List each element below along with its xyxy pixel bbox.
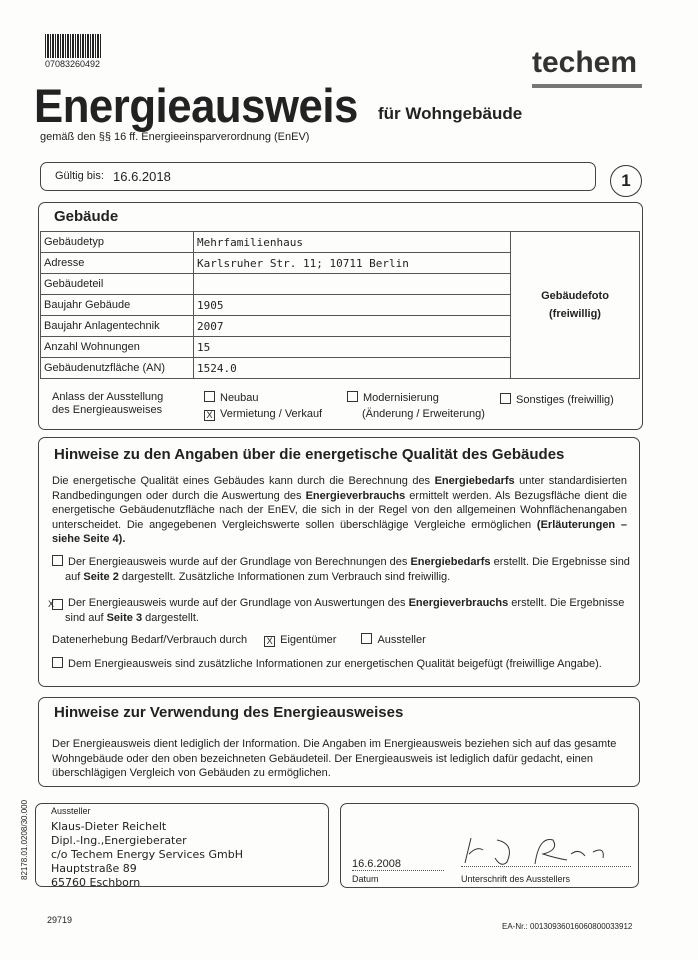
- valid-date: 16.6.2018: [113, 169, 171, 184]
- row-value: 15: [194, 337, 511, 358]
- reason-label: Anlass der Ausstellung des Energieausweises: [52, 391, 164, 416]
- checkbox[interactable]: [52, 657, 63, 668]
- checkbox-checked[interactable]: X: [264, 636, 275, 647]
- option-label: Modernisierung: [363, 392, 439, 404]
- row-value: 2007: [194, 316, 511, 337]
- checkbox-checked[interactable]: X: [204, 410, 215, 421]
- data-collection-label: Datenerhebung Bedarf/Verbrauch durch: [52, 634, 248, 646]
- barcode: [45, 34, 101, 58]
- notes-paragraph: Die energetische Qualität eines Gebäudes kann durch die Berechnung des Energiebedarfs unter standardisierten Randbedingungen oder durch die Auswertung des Energieverbrauchs ermittelt werden. Als Bezugsfläche dient die energetische Gebäudenutzfläche nach der EnEV, die sich in der Regel von den allgemeinen Wohnflächenangaben unterscheidet. Die angegebenen Vergleichswerte sollen überschlägige Vergleiche ermöglichen (Erläuterungen – siehe Seite 4).: [52, 475, 627, 545]
- side-code: 82178.01.0208/30.000: [20, 799, 29, 880]
- issuer-label: Aussteller: [51, 806, 91, 816]
- subtitle: gemäß den §§ 16 ff. Energieeinsparverordnung (EnEV): [40, 131, 310, 143]
- photo-label: Gebäudefoto: [541, 290, 609, 302]
- checkbox[interactable]: [52, 555, 63, 566]
- usage-heading: Hinweise zur Verwendung des Energieausweises: [54, 704, 404, 721]
- signature-line: [461, 866, 631, 867]
- row-label: Gebäudenutzfläche (AN): [41, 358, 194, 379]
- row-value: Mehrfamilienhaus: [194, 232, 511, 253]
- row-label: Gebäudetyp: [41, 232, 194, 253]
- usage-text: Der Energieausweis dient lediglich der Information. Die Angaben im Energieausweis beziehen sich auf das gesamte Wohngebäude oder den oben bezeichneten Gebäudeteil. Der Energieausweis ist lediglich dafür gedacht, einen überschlägigen Vergleich von Gebäuden zu ermöglichen.: [52, 738, 617, 779]
- table-row: [41, 232, 640, 253]
- ea-number: EA-Nr.: 00130936016060800033912: [502, 922, 633, 931]
- option-label: Sonstiges (freiwillig): [516, 394, 614, 406]
- photo-note: (freiwillig): [549, 308, 601, 320]
- checkbox[interactable]: [361, 633, 372, 644]
- issuer-address: Klaus-Dieter Reichelt Dipl.-Ing.,Energieberater c/o Techem Energy Services GmbH Hauptstraße 89 65760 Eschborn: [51, 820, 243, 889]
- reason-other[interactable]: [500, 393, 614, 406]
- reason-col-2: [347, 390, 485, 422]
- checkbox[interactable]: [500, 393, 511, 404]
- row-label: Baujahr Anlagentechnik: [41, 316, 194, 337]
- row-label: Gebäudeteil: [41, 274, 194, 295]
- reason-rent-sale[interactable]: [204, 406, 322, 422]
- checkbox[interactable]: [204, 391, 215, 402]
- valid-label: Gültig bis:: [55, 170, 104, 182]
- title-suffix: für Wohngebäude: [378, 104, 523, 123]
- document-number: 29719: [47, 915, 73, 925]
- page-title: Energieausweis: [34, 79, 358, 132]
- building-heading: Gebäude: [54, 208, 119, 225]
- building-photo-cell: [511, 232, 640, 379]
- option-label: Vermietung / Verkauf: [220, 408, 323, 420]
- checkbox[interactable]: [347, 391, 358, 402]
- reason-new[interactable]: [204, 390, 322, 406]
- reason-modernisation[interactable]: [347, 390, 485, 406]
- option-additional-info[interactable]: Dem Energieausweis sind zusätzliche Informationen zur energetischen Qualität beigefügt (freiwillige Angabe).: [52, 657, 602, 672]
- building-table: [40, 231, 640, 379]
- option-owner[interactable]: X Eigentümer: [264, 634, 336, 646]
- validity-box: [40, 162, 596, 191]
- row-label: Baujahr Gebäude: [41, 295, 194, 316]
- row-value: 1905: [194, 295, 511, 316]
- option-label: Neubau: [220, 392, 259, 404]
- option-issuer[interactable]: Aussteller: [361, 634, 425, 646]
- reason-col-1: [204, 390, 322, 422]
- page-number-badge: 1: [610, 165, 642, 197]
- row-value: [194, 274, 511, 295]
- signature-label: Unterschrift des Ausstellers: [461, 874, 571, 884]
- option-sub-label: (Änderung / Erweiterung): [362, 408, 485, 420]
- option-demand[interactable]: Der Energieausweis wurde auf der Grundlage von Berechnungen des Energiebedarfs erstellt. Die Ergebnisse sind auf Seite 2 dargestellt. Zusätzliche Informationen zum Verbrauch sind freiwillig.: [52, 555, 640, 584]
- signature-date: 16.6.2008: [352, 858, 444, 871]
- notes-heading: Hinweise zu den Angaben über die energetische Qualität des Gebäudes: [54, 446, 565, 463]
- data-collection-row: [52, 633, 426, 648]
- techem-logo: techem: [532, 46, 638, 79]
- handwritten-signature: [455, 828, 615, 870]
- row-label: Adresse: [41, 253, 194, 274]
- option-consumption[interactable]: X Der Energieausweis wurde auf der Grundlage von Auswertungen des Energieverbrauchs erstellt. Die Ergebnisse sind auf Seite 3 dargestellt.: [47, 597, 625, 624]
- checkbox-checked[interactable]: X: [52, 599, 63, 610]
- barcode-number: 07083260492: [45, 59, 101, 69]
- logo-underline: [532, 84, 642, 88]
- row-label: Anzahl Wohnungen: [41, 337, 194, 358]
- date-label: Datum: [352, 874, 379, 884]
- row-value: Karlsruher Str. 11; 10711 Berlin: [194, 253, 511, 274]
- row-value: 1524.0: [194, 358, 511, 379]
